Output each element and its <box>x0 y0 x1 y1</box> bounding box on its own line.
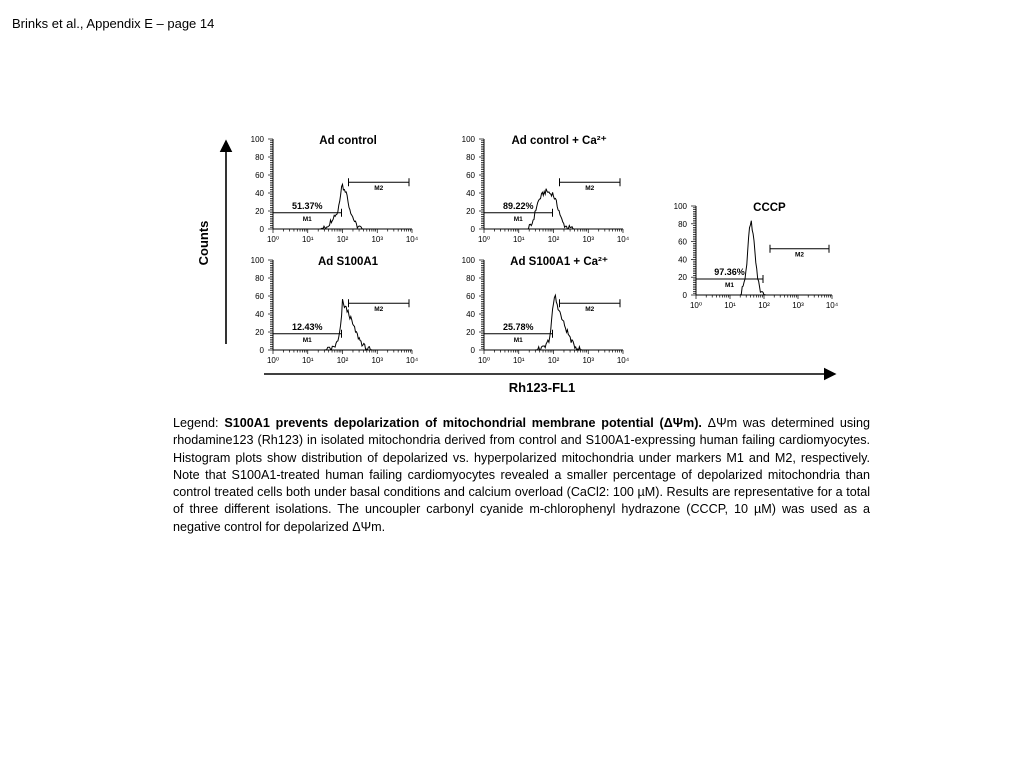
y-tick-label: 20 <box>466 328 475 337</box>
x-tick-label: 10¹ <box>512 356 525 365</box>
histogram-panel <box>462 135 630 244</box>
y-tick-label: 40 <box>678 255 687 265</box>
gate-percent: 12.43% <box>291 321 323 332</box>
x-tick-label: 10³ <box>792 301 804 310</box>
x-tick-label: 10³ <box>582 356 595 365</box>
legend-body: ΔΨm was determined using rhodamine123 (Rh123) in isolated mitochondria derived from control and S100A1-expressing human failing cardiomyocytes. Histogram plots show distribution of depolarized vs. hyperpolarized mitochondria under markers M1 and M2, respectively. Note that S100A1-treated human failing cardiomyocytes revealed a smaller percentage of depolarized mitochondria than control treated cells both under basal conditions and calcium overload (CaCl2: 100 µM). Results are representative for a total of three different isolations. The uncoupler carbonyl cyanide m-chlorophenyl hydrazone (CCCP, 10 µM) was used as a negative control for depolarized ΔΨm. <box>173 416 870 534</box>
gate-percent: 97.36% <box>714 266 745 277</box>
x-tick-label: 10² <box>758 301 770 310</box>
histogram-panel <box>251 135 419 244</box>
y-tick-label: 0 <box>259 346 264 355</box>
x-tick-label: 10² <box>547 235 560 244</box>
y-tick-label: 80 <box>255 153 264 162</box>
histogram-panel <box>462 256 630 365</box>
y-tick-label: 100 <box>461 256 475 265</box>
x-tick-label: 10¹ <box>512 235 525 244</box>
y-tick-label: 0 <box>259 225 264 234</box>
panel-title: Ad S100A1 + Ca²⁺ <box>510 256 608 268</box>
x-tick-label: 10¹ <box>724 301 736 310</box>
panel-title: Ad S100A1 <box>318 256 379 268</box>
x-tick-label: 10⁴ <box>616 356 630 365</box>
panel-title: CCCP <box>753 202 786 214</box>
x-axis-title: Rh123-FL1 <box>508 380 576 395</box>
y-tick-label: 40 <box>255 310 264 319</box>
gate-label: M2 <box>585 306 595 314</box>
y-tick-label: 60 <box>255 292 264 301</box>
y-tick-label: 100 <box>461 135 475 144</box>
gate-label: M1 <box>513 215 523 223</box>
x-tick-label: 10⁴ <box>825 301 839 310</box>
gate-label: M2 <box>374 306 384 314</box>
y-tick-label: 20 <box>255 328 264 337</box>
legend-prefix: Legend: <box>173 416 225 430</box>
gate-label: M1 <box>302 336 312 344</box>
x-tick-label: 10¹ <box>301 356 314 365</box>
y-tick-label: 0 <box>470 346 475 355</box>
x-tick-label: 10⁰ <box>477 356 491 365</box>
histogram-panels <box>251 135 839 365</box>
x-tick-label: 10² <box>336 356 349 365</box>
gate-percent: 51.37% <box>291 200 323 211</box>
y-tick-label: 100 <box>673 202 687 211</box>
y-tick-label: 100 <box>250 135 264 144</box>
gate-label: M1 <box>724 281 735 289</box>
x-tick-label: 10¹ <box>301 235 314 244</box>
y-tick-label: 80 <box>466 153 475 162</box>
x-tick-label: 10² <box>336 235 349 244</box>
y-axis-title: Counts <box>196 220 211 266</box>
legend-bold-title: S100A1 prevents depolarization of mitochondrial membrane potential (ΔΨm). <box>224 416 702 430</box>
panel-title: Ad control <box>319 135 377 147</box>
y-tick-label: 80 <box>466 274 475 283</box>
x-tick-label: 10³ <box>582 235 595 244</box>
y-tick-label: 0 <box>470 225 475 234</box>
histogram-trace <box>696 221 832 295</box>
y-tick-label: 0 <box>682 291 687 300</box>
gate-percent: 89.22% <box>502 200 534 211</box>
y-tick-label: 40 <box>255 189 264 198</box>
gate-label: M1 <box>302 215 312 223</box>
y-tick-label: 60 <box>466 292 475 301</box>
x-tick-label: 10⁰ <box>689 301 703 310</box>
x-tick-label: 10⁰ <box>266 235 280 244</box>
y-tick-label: 80 <box>678 219 687 229</box>
gate-label: M2 <box>585 185 595 193</box>
x-tick-label: 10³ <box>371 235 384 244</box>
x-tick-label: 10⁴ <box>616 235 630 244</box>
y-tick-label: 40 <box>466 310 475 319</box>
y-tick-label: 40 <box>466 189 475 198</box>
x-tick-label: 10⁰ <box>266 356 280 365</box>
x-tick-label: 10⁰ <box>477 235 491 244</box>
gate-label: M2 <box>374 185 384 193</box>
y-tick-label: 60 <box>678 237 687 247</box>
gate-label: M1 <box>513 336 523 344</box>
x-tick-label: 10⁴ <box>405 235 419 244</box>
y-tick-label: 100 <box>250 256 264 265</box>
histogram-panel <box>251 256 419 365</box>
y-tick-label: 20 <box>255 207 264 216</box>
y-tick-label: 20 <box>466 207 475 216</box>
y-tick-label: 60 <box>466 171 475 180</box>
x-tick-label: 10² <box>547 356 560 365</box>
histogram-panel <box>674 202 839 310</box>
page-header: Brinks et al., Appendix E – page 14 <box>12 16 215 31</box>
y-tick-label: 80 <box>255 274 264 283</box>
y-tick-label: 20 <box>678 273 687 283</box>
x-tick-label: 10⁴ <box>405 356 419 365</box>
x-tick-label: 10³ <box>371 356 384 365</box>
y-tick-label: 60 <box>255 171 264 180</box>
gate-percent: 25.78% <box>502 321 534 332</box>
gate-label: M2 <box>794 251 805 259</box>
figure-legend <box>173 415 870 536</box>
panel-title: Ad control + Ca²⁺ <box>511 135 607 147</box>
